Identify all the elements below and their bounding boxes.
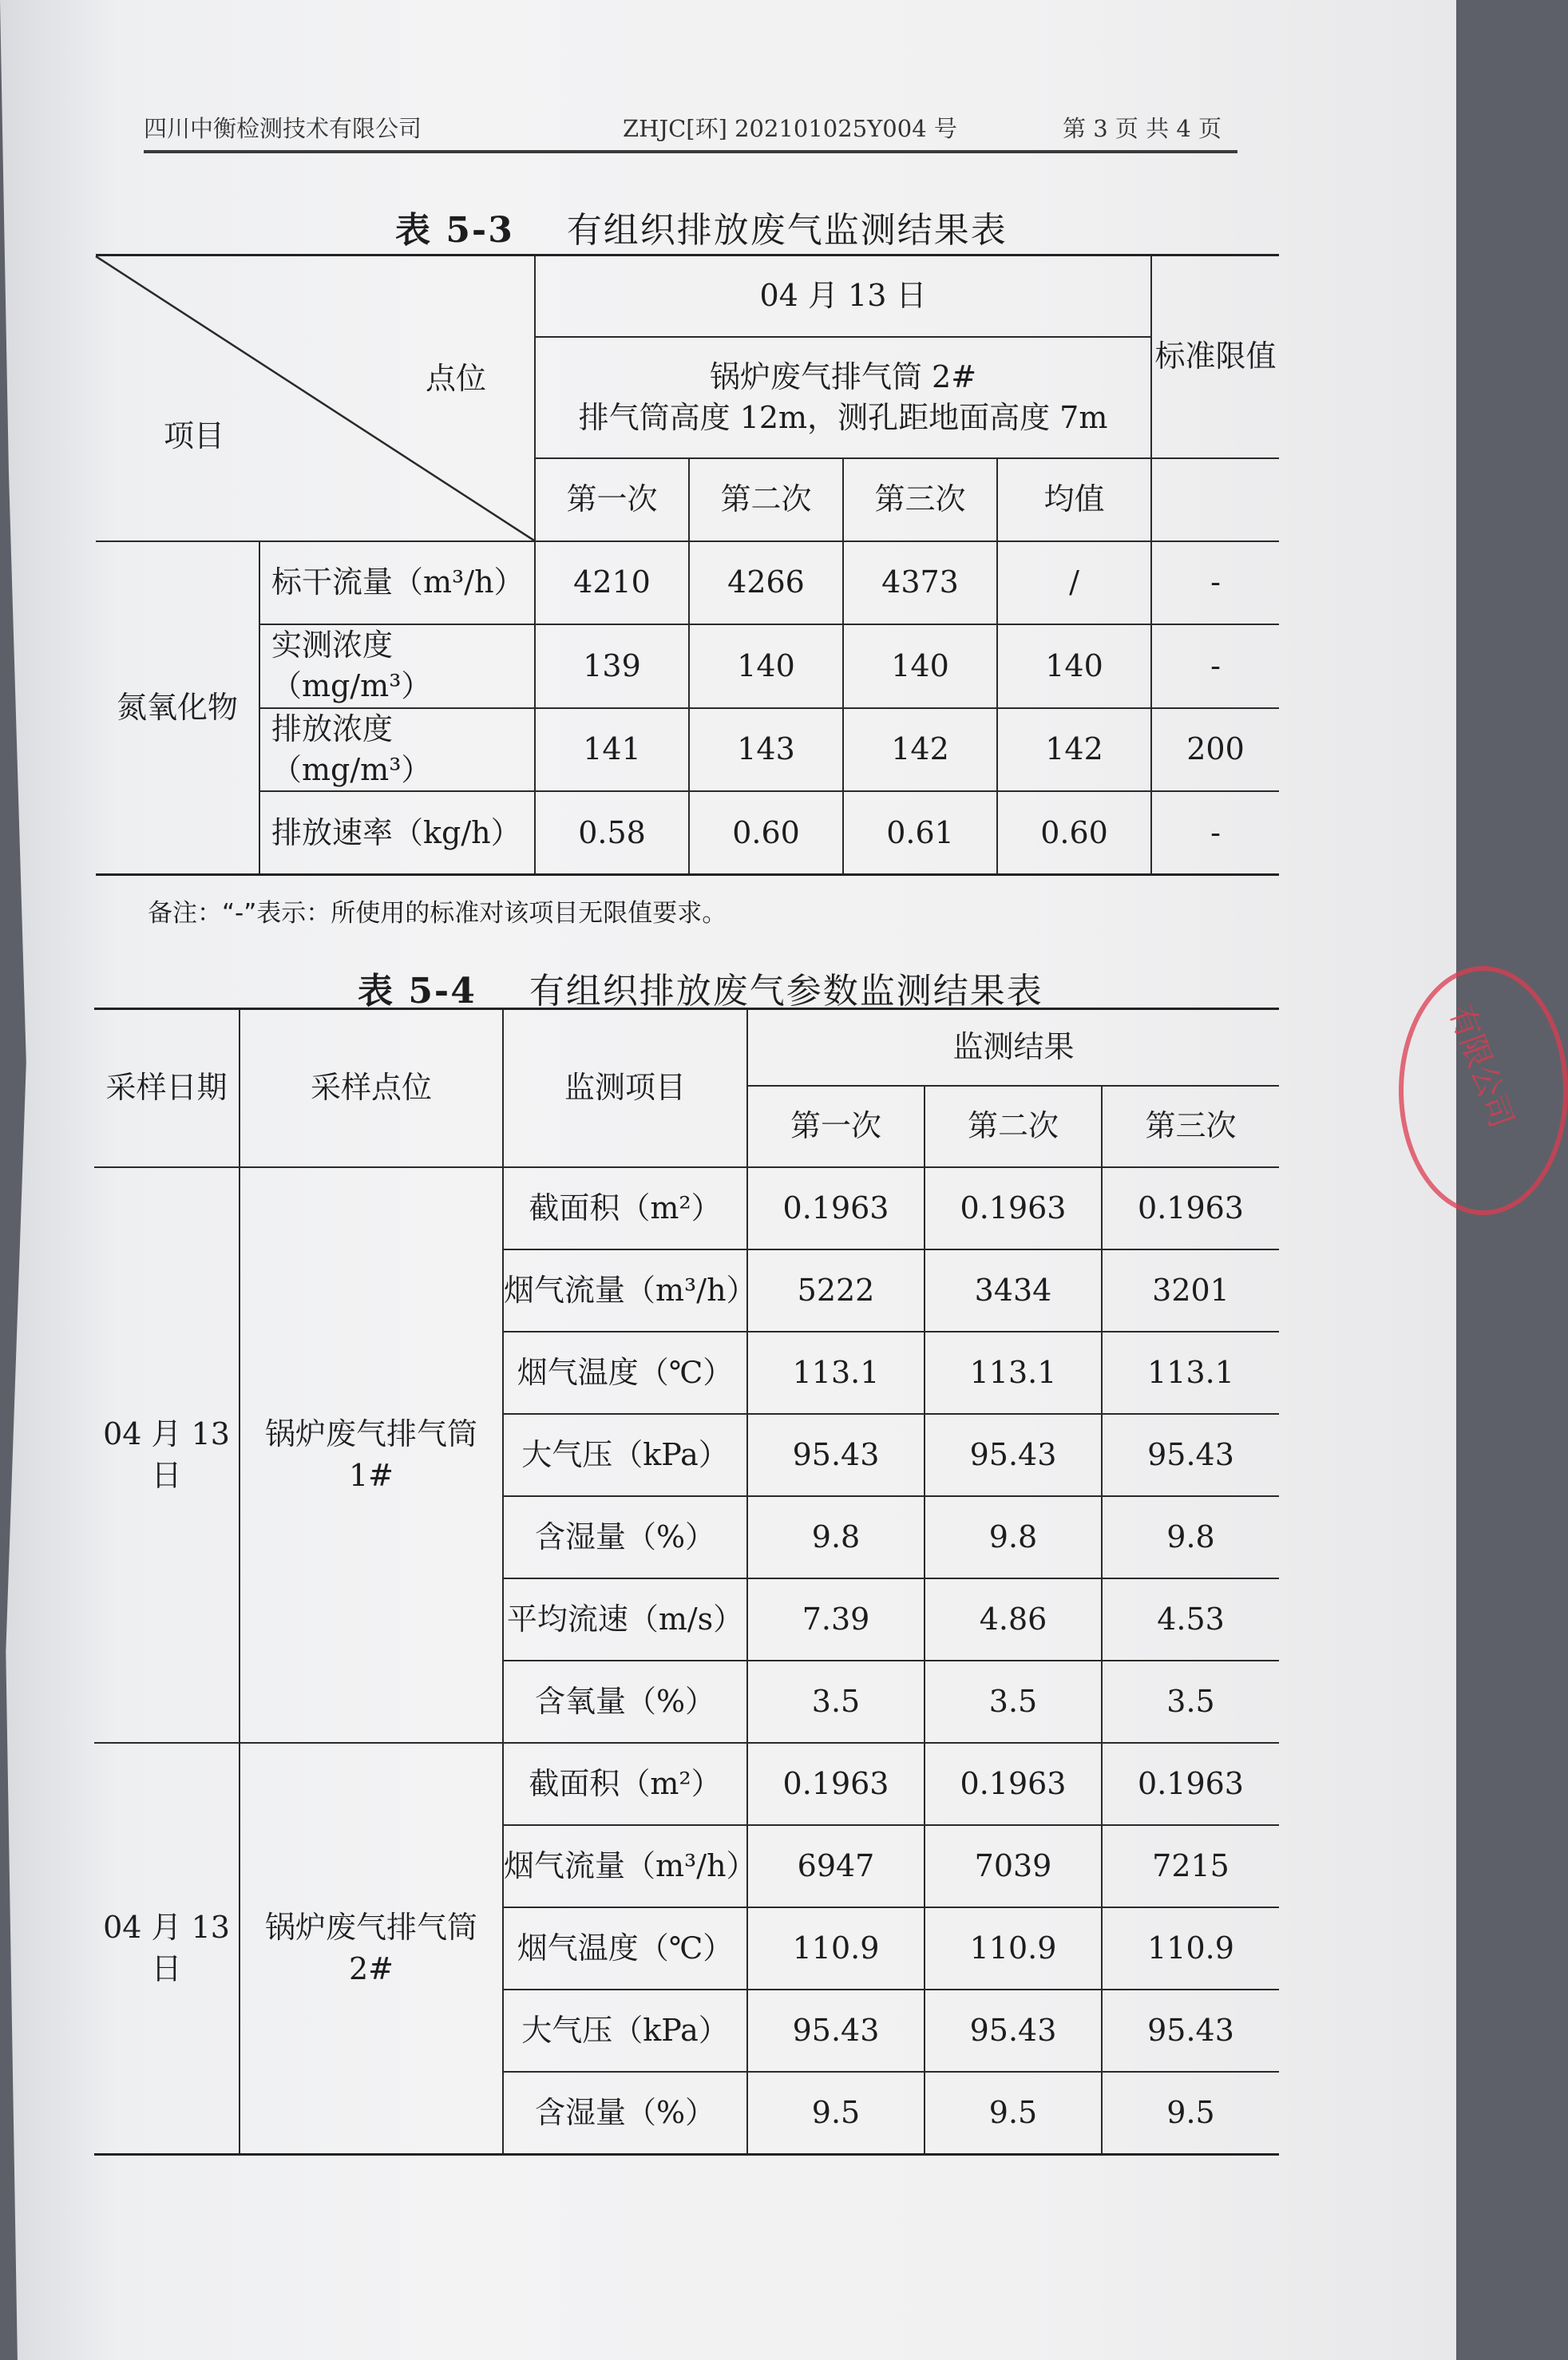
row-item-label: 含湿量（%） <box>503 1496 747 1578</box>
value-cell: 9.8 <box>925 1496 1102 1578</box>
limit-cell: - <box>1151 624 1279 708</box>
group-date-cell: 04 月 13 日 <box>94 1167 240 1743</box>
limit-cell: - <box>1151 791 1279 875</box>
row-item-label: 排放浓度（mg/m³） <box>259 708 535 792</box>
value-cell: 6947 <box>747 1825 925 1907</box>
row-item-label: 排放速率（kg/h） <box>259 791 535 875</box>
value-cell: 9.5 <box>925 2072 1102 2155</box>
value-cell: 4.86 <box>925 1578 1102 1661</box>
limit-header-cell: 标准限值 <box>1151 255 1279 459</box>
value-cell: 113.1 <box>747 1332 925 1414</box>
value-cell: 9.8 <box>1102 1496 1279 1578</box>
value-cell: 113.1 <box>925 1332 1102 1414</box>
table1-caption <box>395 201 1008 252</box>
seq-header-1: 第一次 <box>747 1086 925 1167</box>
seq-header-1: 第一次 <box>535 458 689 541</box>
value-cell: 0.1963 <box>747 1743 925 1825</box>
value-cell: / <box>997 541 1151 624</box>
value-cell: 139 <box>535 624 689 708</box>
value-cell: 3.5 <box>1102 1661 1279 1743</box>
value-cell: 142 <box>843 708 997 792</box>
value-cell: 141 <box>535 708 689 792</box>
row-item-label: 烟气流量（m³/h） <box>503 1825 747 1907</box>
row-item-label: 平均流速（m/s） <box>503 1578 747 1661</box>
value-cell: 110.9 <box>925 1907 1102 1990</box>
row-item-label: 含氧量（%） <box>503 1661 747 1743</box>
group-date-cell: 04 月 13 日 <box>94 1743 240 2155</box>
value-cell: 0.1963 <box>925 1167 1102 1249</box>
header-monitor-result: 监测结果 <box>747 1009 1279 1087</box>
value-cell: 9.8 <box>747 1496 925 1578</box>
location-cell <box>535 337 1151 458</box>
value-cell: 9.5 <box>747 2072 925 2155</box>
value-cell: 0.60 <box>689 791 843 875</box>
value-cell: 5222 <box>747 1249 925 1332</box>
row-item-label: 截面积（m²） <box>503 1743 747 1825</box>
table1-note: 备注：“-”表示：所使用的标准对该项目无限值要求。 <box>148 899 727 928</box>
seq-header-2: 第二次 <box>925 1086 1102 1167</box>
table2-caption-number: 表 5-4 <box>358 971 477 1012</box>
value-cell: 9.5 <box>1102 2072 1279 2155</box>
value-cell: 0.1963 <box>1102 1743 1279 1825</box>
table-row <box>96 791 1279 875</box>
table-row <box>96 541 1279 624</box>
value-cell: 0.1963 <box>747 1167 925 1249</box>
location-line2: 排气筒高度 12m，测孔距地面高度 7m <box>578 400 1108 435</box>
report-code: ZHJC[环] 202101025Y004 号 <box>623 115 957 142</box>
seq-header-avg: 均值 <box>997 458 1151 541</box>
row-item-label: 烟气温度（℃） <box>503 1907 747 1990</box>
corner-item-label: 项目 <box>164 418 225 453</box>
group-point-cell: 锅炉废气排气筒 2# <box>240 1743 503 2155</box>
value-cell: 0.60 <box>997 791 1151 875</box>
table2-caption <box>358 962 1043 1013</box>
value-cell: 3.5 <box>925 1661 1102 1743</box>
row-item-label: 标干流量（m³/h） <box>259 541 535 624</box>
value-cell: 3434 <box>925 1249 1102 1332</box>
corner-header-cell <box>96 255 535 542</box>
header-monitor-item: 监测项目 <box>503 1009 747 1168</box>
header-sampling-date: 采样日期 <box>94 1009 240 1168</box>
seq-header-2: 第二次 <box>689 458 843 541</box>
value-cell: 95.43 <box>925 1990 1102 2072</box>
value-cell: 95.43 <box>925 1414 1102 1496</box>
value-cell: 3.5 <box>747 1661 925 1743</box>
table-row <box>96 708 1279 792</box>
location-line1: 锅炉废气排气筒 2# <box>709 358 977 394</box>
page-number: 第 3 页 共 4 页 <box>1063 115 1222 142</box>
value-cell: 0.58 <box>535 791 689 875</box>
parameter-table-body <box>94 1167 1279 2155</box>
value-cell: 0.1963 <box>1102 1167 1279 1249</box>
value-cell: 7215 <box>1102 1825 1279 1907</box>
seq-header-3: 第三次 <box>1102 1086 1279 1167</box>
table-row <box>96 624 1279 708</box>
value-cell: 0.1963 <box>925 1743 1102 1825</box>
row-item-label: 烟气流量（m³/h） <box>503 1249 747 1332</box>
row-item-label: 实测浓度（mg/m³） <box>259 624 535 708</box>
value-cell: 110.9 <box>747 1907 925 1990</box>
limit-cell: 200 <box>1151 708 1279 792</box>
header-sampling-point: 采样点位 <box>240 1009 503 1168</box>
table-row <box>94 1167 1279 1249</box>
value-cell: 95.43 <box>747 1414 925 1496</box>
red-seal-stamp <box>1399 966 1568 1215</box>
value-cell: 95.43 <box>1102 1990 1279 2072</box>
table1-caption-title: 有组织排放废气监测结果表 <box>566 210 1008 251</box>
value-cell: 95.43 <box>747 1990 925 2072</box>
table-row <box>94 1743 1279 1825</box>
corner-location-label: 点位 <box>425 361 486 396</box>
value-cell: 4373 <box>843 541 997 624</box>
group-point-cell: 锅炉废气排气筒 1# <box>240 1167 503 1743</box>
row-item-label: 大气压（kPa） <box>503 1990 747 2072</box>
emission-results-table <box>96 254 1279 876</box>
value-cell: 7039 <box>925 1825 1102 1907</box>
page-header <box>144 105 1237 153</box>
value-cell: 142 <box>997 708 1151 792</box>
value-cell: 7.39 <box>747 1578 925 1661</box>
table2-caption-title: 有组织排放废气参数监测结果表 <box>529 971 1043 1012</box>
value-cell: 0.61 <box>843 791 997 875</box>
parameter-results-table <box>94 1008 1279 2156</box>
table1-caption-number: 表 5-3 <box>395 210 514 251</box>
value-cell: 140 <box>997 624 1151 708</box>
value-cell: 110.9 <box>1102 1907 1279 1990</box>
value-cell: 140 <box>843 624 997 708</box>
row-item-label: 截面积（m²） <box>503 1167 747 1249</box>
pollutant-group-cell: 氮氧化物 <box>96 541 259 875</box>
value-cell: 4266 <box>689 541 843 624</box>
limit-cell: - <box>1151 541 1279 624</box>
row-item-label: 烟气温度（℃） <box>503 1332 747 1414</box>
value-cell: 4210 <box>535 541 689 624</box>
value-cell: 95.43 <box>1102 1414 1279 1496</box>
value-cell: 140 <box>689 624 843 708</box>
company-name: 四川中衡检测技术有限公司 <box>144 115 422 142</box>
row-item-label: 含湿量（%） <box>503 2072 747 2155</box>
row-item-label: 大气压（kPa） <box>503 1414 747 1496</box>
value-cell: 113.1 <box>1102 1332 1279 1414</box>
value-cell: 143 <box>689 708 843 792</box>
date-cell: 04 月 13 日 <box>535 255 1151 338</box>
limit-header-blank <box>1151 458 1279 541</box>
stamp-text: 有限公司 <box>1441 1000 1520 1133</box>
value-cell: 3201 <box>1102 1249 1279 1332</box>
value-cell: 4.53 <box>1102 1578 1279 1661</box>
seq-header-3: 第三次 <box>843 458 997 541</box>
